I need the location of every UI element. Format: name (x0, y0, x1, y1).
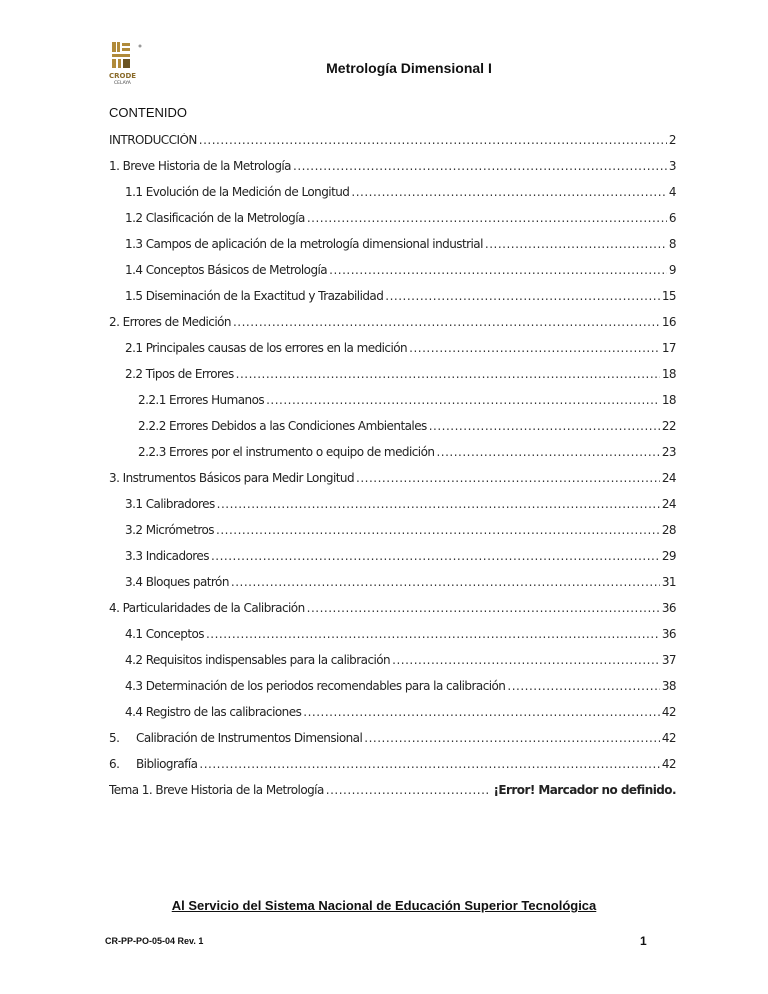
toc-entry-page: 42 (661, 705, 676, 719)
dot-leader (409, 341, 660, 355)
contents-heading: CONTENIDO (109, 105, 187, 120)
dot-leader (364, 731, 660, 745)
toc-entry-page: 31 (661, 575, 676, 589)
dot-leader (392, 653, 660, 667)
dot-leader (231, 575, 660, 589)
toc-entry-page: 15 (661, 289, 676, 303)
toc-entry-label (125, 237, 483, 251)
toc-entry-label (109, 471, 354, 485)
toc-entry-page: 9 (668, 263, 676, 277)
toc-entry-page: 6 (668, 211, 676, 225)
dot-leader (266, 393, 660, 407)
toc-entry[interactable] (109, 341, 676, 367)
toc-entry-page: 17 (661, 341, 676, 355)
toc-entry[interactable] (109, 211, 676, 237)
dot-leader (307, 211, 667, 225)
dot-leader (217, 497, 660, 511)
document-code: CR-PP-PO-05-04 Rev. 1 (105, 936, 204, 946)
toc-entry-page: 36 (661, 627, 676, 641)
toc-entry-label (109, 783, 324, 797)
toc-entry[interactable] (109, 549, 676, 575)
toc-entry-label (125, 627, 204, 641)
toc-entry-label (125, 367, 234, 381)
toc-entry[interactable] (109, 653, 676, 679)
toc-entry-number: 5. (109, 731, 120, 745)
toc-entry-page: 37 (661, 653, 676, 667)
toc-entry-text: 1.1 Evolución de la Medición de Longitud (125, 185, 350, 199)
dot-leader (216, 523, 660, 537)
toc-entry-text: 1. Breve Historia de la Metrología (109, 159, 291, 173)
svg-text:CRODE: CRODE (109, 72, 137, 80)
toc-entry-text: 2.2 Tipos de Errores (125, 367, 234, 381)
toc-entry[interactable] (109, 523, 676, 549)
dot-leader (507, 679, 659, 693)
toc-entry-page: 29 (661, 549, 676, 563)
toc-entry-page: 22 (661, 419, 676, 433)
toc-entry-text: 1.3 Campos de aplicación de la metrología dimensional industrial (125, 237, 483, 251)
dot-leader (293, 159, 667, 173)
dot-leader (206, 627, 660, 641)
toc-entry-label (125, 679, 505, 693)
toc-entry-text: 2.2.1 Errores Humanos (138, 393, 265, 407)
toc-entry-text: 1.5 Diseminación de la Exactitud y Trazabilidad (125, 289, 384, 303)
toc-entry-text: 2.2.3 Errores por el instrumento o equipo de medición (138, 445, 435, 459)
toc-entry-label (125, 263, 327, 277)
toc-entry-label (109, 315, 231, 329)
toc-entry-label (109, 757, 197, 771)
toc-entry-label (138, 445, 434, 459)
toc-entry[interactable] (109, 705, 676, 731)
toc-entry-text: Calibración de Instrumentos Dimensional (136, 731, 363, 745)
toc-entry-label (125, 341, 407, 355)
dot-leader (326, 783, 492, 797)
toc-entry[interactable] (109, 419, 676, 445)
toc-entry-text: 3. Instrumentos Básicos para Medir Longitud (109, 471, 355, 485)
toc-entry[interactable] (109, 575, 676, 601)
toc-entry[interactable] (109, 783, 676, 809)
toc-entry-page: 3 (668, 159, 676, 173)
toc-entry[interactable] (109, 237, 676, 263)
dot-leader (236, 367, 660, 381)
toc-entry[interactable] (109, 367, 676, 393)
dot-leader (385, 289, 660, 303)
toc-entry-label (138, 419, 427, 433)
page-number: 1 (640, 934, 647, 948)
dot-leader (429, 419, 660, 433)
toc-entry-page: 8 (668, 237, 676, 251)
toc-entry-text: 4.4 Registro de las calibraciones (125, 705, 302, 719)
toc-entry-page: 23 (661, 445, 676, 459)
toc-entry-label (125, 185, 349, 199)
toc-entry-label (125, 705, 301, 719)
toc-entry-page: 42 (661, 731, 676, 745)
toc-entry-label (125, 653, 390, 667)
dot-leader (329, 263, 667, 277)
dot-leader (199, 757, 659, 771)
dot-leader (307, 601, 660, 615)
toc-entry-label (125, 549, 209, 563)
toc-entry-page: 36 (661, 601, 676, 615)
toc-entry-page: 18 (661, 393, 676, 407)
toc-entry[interactable] (109, 497, 676, 523)
toc-entry-label (125, 211, 305, 225)
toc-entry[interactable] (109, 601, 676, 627)
toc-entry-label (125, 523, 214, 537)
toc-entry-text: Tema 1. Breve Historia de la Metrología (109, 783, 324, 797)
toc-entry-page: 24 (661, 497, 676, 511)
svg-text:CELAYA: CELAYA (114, 81, 131, 86)
toc-entry[interactable] (109, 445, 676, 471)
dot-leader (485, 237, 667, 251)
toc-entry-page: 16 (661, 315, 676, 329)
toc-entry[interactable] (109, 627, 676, 653)
toc-entry-text: 3.1 Calibradores (125, 497, 215, 511)
toc-entry-text: 3.2 Micrómetros (125, 523, 214, 537)
toc-entry-page: ¡Error! Marcador no definido. (493, 783, 676, 797)
dot-leader (436, 445, 659, 459)
dot-leader (351, 185, 667, 199)
toc-entry[interactable] (109, 159, 676, 185)
toc-entry-label (109, 601, 305, 615)
toc-entry-number: 6. (109, 757, 120, 771)
toc-entry-text: INTRODUCCIÓN (109, 133, 197, 147)
toc-entry-text: 4.3 Determinación de los periodos recomendables para la calibración (125, 679, 506, 693)
toc-entry[interactable] (109, 757, 676, 783)
toc-entry-text: 1.4 Conceptos Básicos de Metrología (125, 263, 328, 277)
toc-entry-text: 3.4 Bloques patrón (125, 575, 229, 589)
toc-entry-label (109, 159, 291, 173)
toc-entry-text: 4. Particularidades de la Calibración (109, 601, 305, 615)
toc-entry-text: Bibliografía (136, 757, 198, 771)
toc-entry-page: 42 (661, 757, 676, 771)
dot-leader (303, 705, 660, 719)
toc-entry[interactable] (109, 471, 676, 497)
table-of-contents (109, 133, 676, 809)
toc-entry-label (125, 289, 383, 303)
toc-entry-label (125, 575, 229, 589)
toc-entry-label (109, 133, 197, 147)
footer-slogan: Al Servicio del Sistema Nacional de Educación Superior Tecnológica (171, 898, 597, 913)
toc-entry[interactable] (109, 133, 676, 159)
dot-leader (211, 549, 660, 563)
toc-entry-page: 38 (661, 679, 676, 693)
toc-entry-page: 4 (668, 185, 676, 199)
toc-entry[interactable] (109, 393, 676, 419)
document-header-title: Metrología Dimensional I (326, 60, 492, 76)
dot-leader (356, 471, 660, 485)
toc-entry-text: 2. Errores de Medición (109, 315, 231, 329)
toc-entry[interactable] (109, 731, 676, 757)
toc-entry[interactable] (109, 315, 676, 341)
toc-entry[interactable] (109, 185, 676, 211)
toc-entry[interactable] (109, 289, 676, 315)
dot-leader (233, 315, 660, 329)
toc-entry-text: 1.2 Clasificación de la Metrología (125, 211, 305, 225)
toc-entry-text: 4.2 Requisitos indispensables para la calibración (125, 653, 391, 667)
toc-entry-label (109, 731, 362, 745)
toc-entry-page: 28 (661, 523, 676, 537)
toc-entry-page: 2 (668, 133, 676, 147)
toc-entry-text: 2.1 Principales causas de los errores en la medición (125, 341, 408, 355)
toc-entry-page: 24 (661, 471, 676, 485)
toc-entry-page: 18 (661, 367, 676, 381)
dot-leader (199, 133, 667, 147)
toc-entry-label (138, 393, 264, 407)
toc-entry-text: 4.1 Conceptos (125, 627, 204, 641)
toc-entry-text: 2.2.2 Errores Debidos a las Condiciones Ambientales (138, 419, 427, 433)
toc-entry[interactable] (109, 263, 676, 289)
toc-entry-label (125, 497, 215, 511)
toc-entry[interactable] (109, 679, 676, 705)
toc-entry-text: 3.3 Indicadores (125, 549, 209, 563)
